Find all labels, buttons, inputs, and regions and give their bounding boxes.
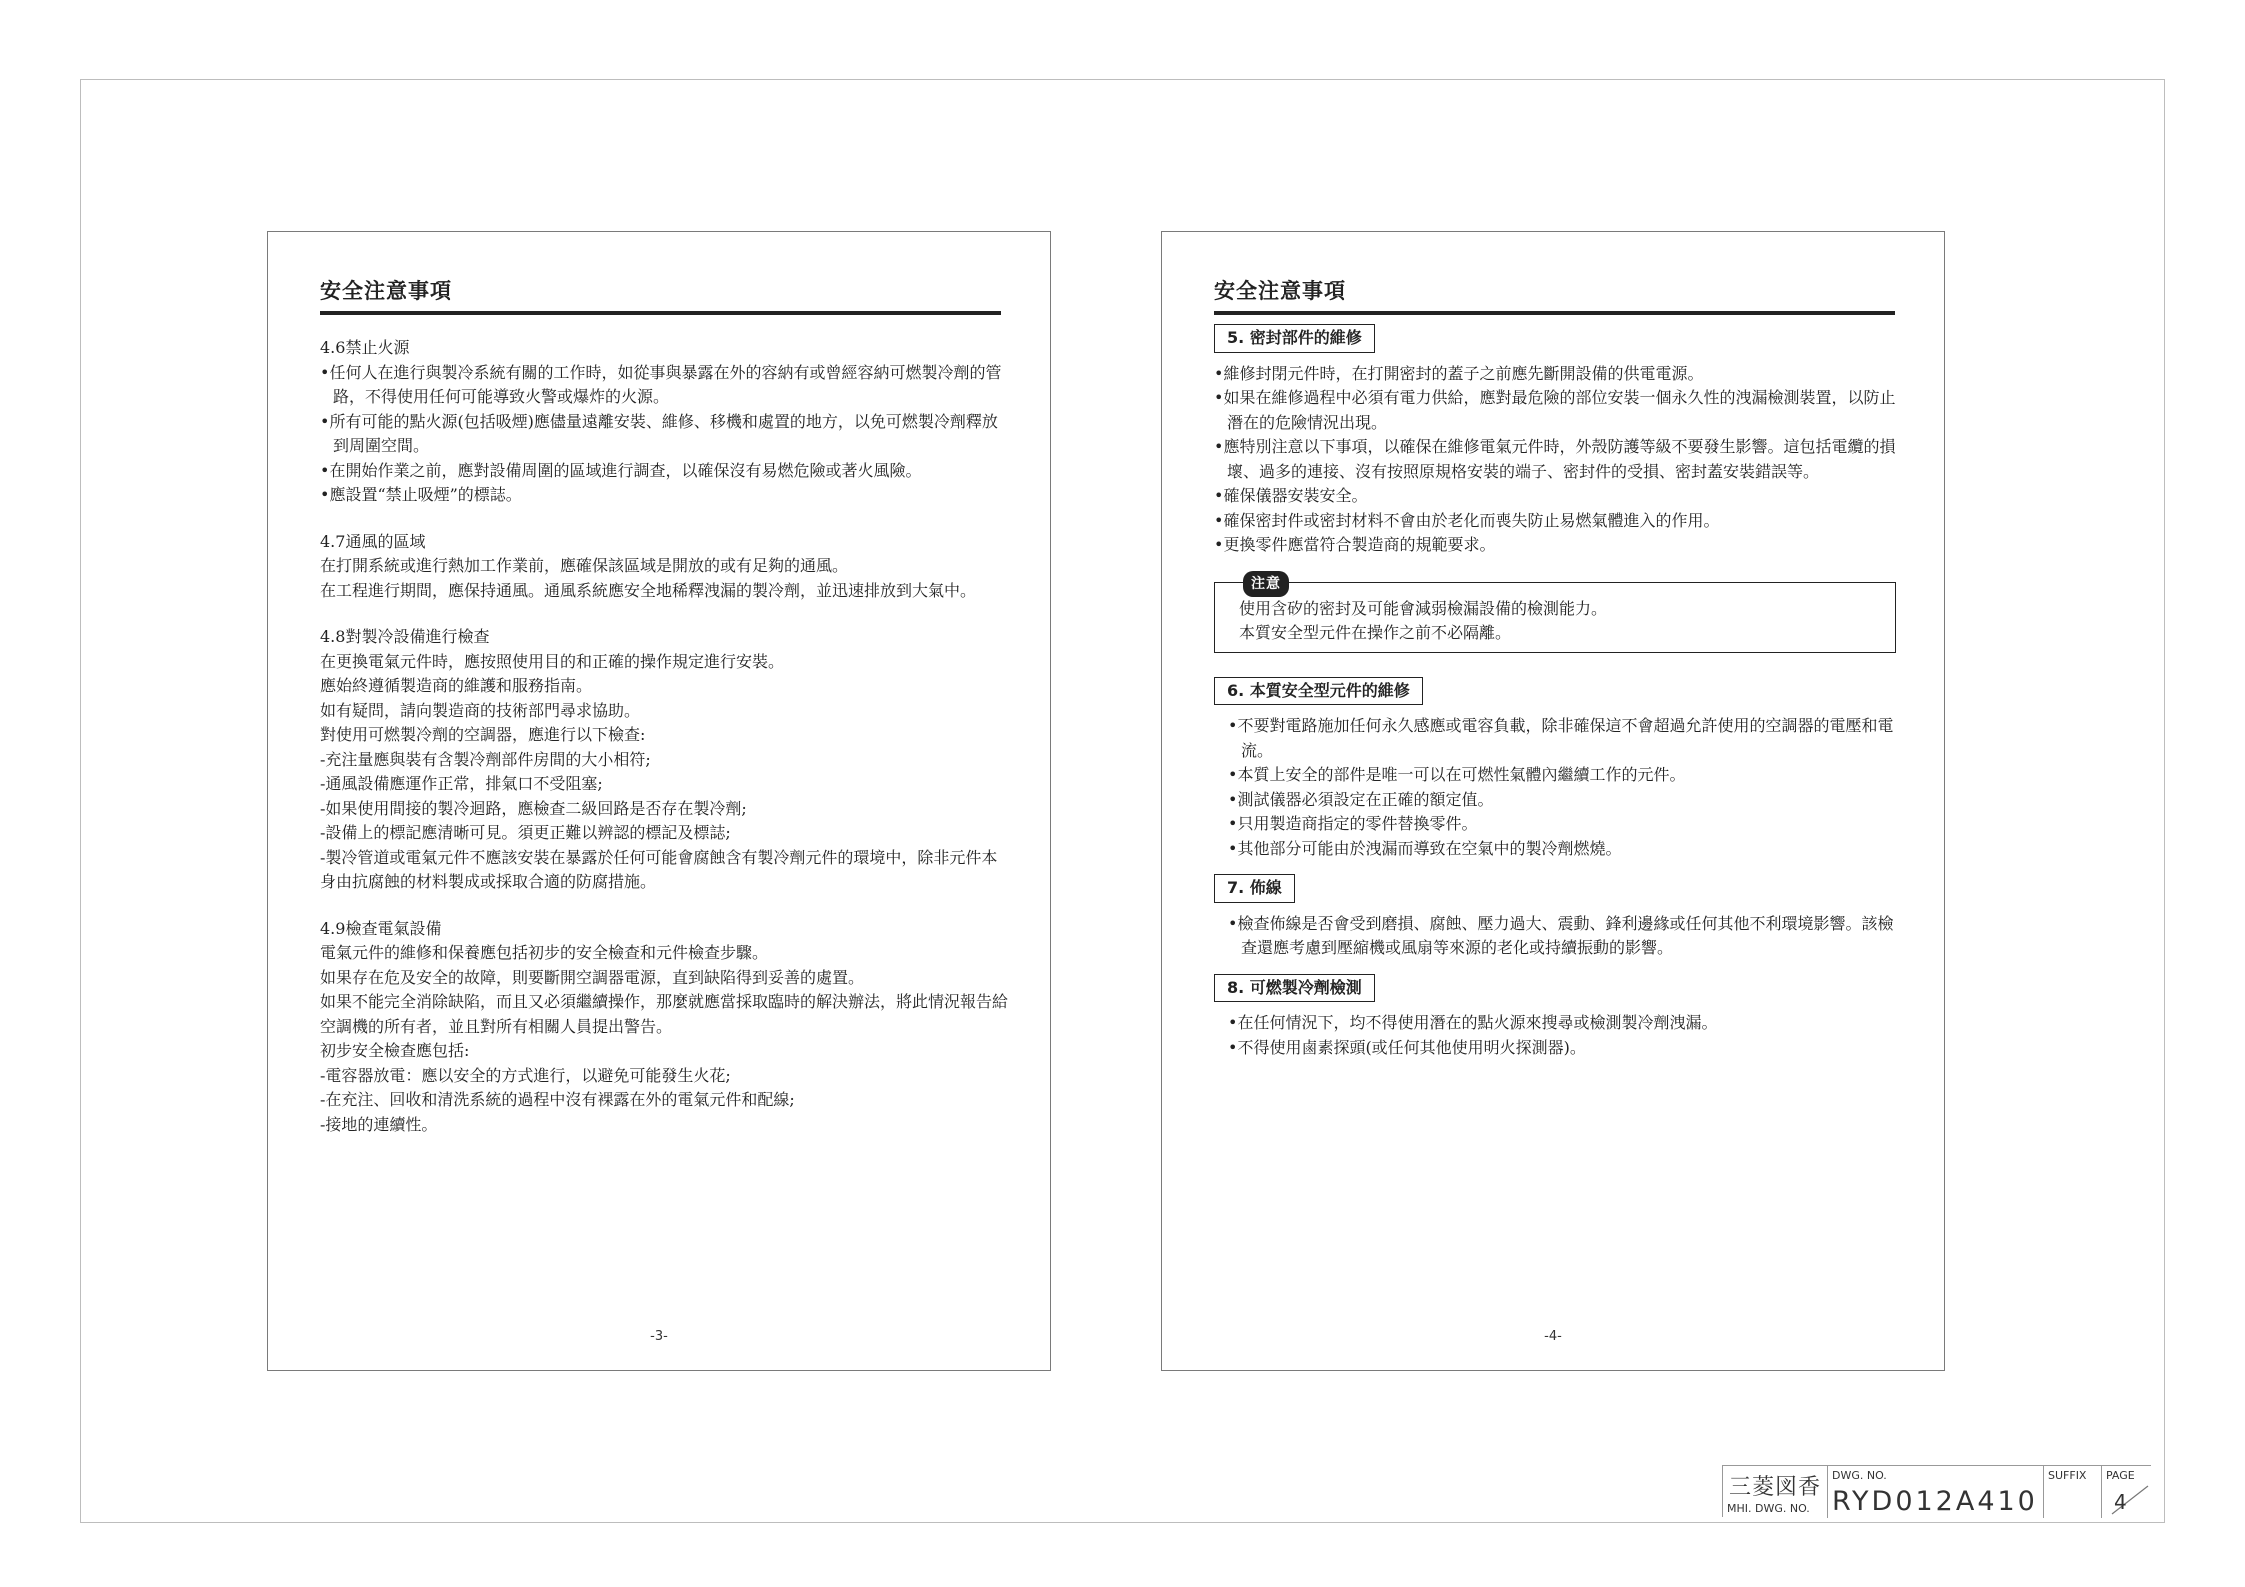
section-body	[1214, 362, 1904, 558]
bullet-item: •如果在維修過程中必須有電力供給，應對最危險的部位安裝一個永久性的洩漏檢測裝置，以防止潛在的危險情況出現。	[1214, 388, 1896, 432]
dwg-number-cell	[1828, 1466, 2044, 1518]
section-title: 4.6禁止火源	[320, 338, 410, 357]
page-number: -4-	[1544, 1329, 1562, 1344]
paragraph-line: -設備上的標記應清晰可見。須更正難以辨認的標記及標誌;	[320, 823, 731, 842]
page-cell	[2102, 1466, 2151, 1518]
section	[320, 336, 1010, 508]
paragraph-line: 如有疑問，請向製造商的技術部門尋求協助。	[320, 700, 641, 720]
bullet-item: •只用製造商指定的零件替換零件。	[1228, 814, 1478, 833]
bullet-item: •確保密封件或密封材料不會由於老化而喪失防止易燃氣體進入的作用。	[1214, 510, 1720, 530]
section-title: 6. 本質安全型元件的維修	[1214, 677, 1423, 706]
paragraph-line: -接地的連續性。	[320, 1114, 438, 1134]
paragraph-line: -電容器放電：應以安全的方式進行，以避免可能發生火花;	[320, 1065, 731, 1085]
paragraph-line: -充注量應與裝有含製冷劑部件房間的大小相符;	[320, 749, 651, 769]
bullet-item: •在任何情況下，均不得使用潛在的點火源來搜尋或檢測製冷劑洩漏。	[1228, 1013, 1718, 1032]
section-sealed-components	[1214, 324, 1904, 558]
paragraph-line: 在打開系統或進行熱加工作業前，應確保該區域是開放的或有足夠的通風。	[320, 556, 849, 575]
mhi-dwg-label: MHI. DWG. NO.	[1727, 1502, 1810, 1515]
section-title: 5. 密封部件的維修	[1214, 324, 1375, 353]
page-content	[1214, 324, 1904, 1073]
bullet-item: •更換零件應當符合製造商的規範要求。	[1214, 535, 1496, 554]
bullet-item: •不得使用鹵素探頭(或任何其他使用明火探測器)。	[1228, 1037, 1586, 1057]
paragraph-line: 如果不能完全消除缺陷，而且又必須繼續操作，那麼就應當採取臨時的解決辦法，將此情況報告給空調機的所有者，並且對所有相關人員提出警告。	[320, 992, 1009, 1036]
section-body	[1214, 912, 1904, 961]
paragraph-line: -通風設備應運作正常，排氣口不受阻塞;	[320, 774, 603, 793]
bullet-item: •檢查佈線是否會受到磨損、腐蝕、壓力過大、震動、鋒利邊緣或任何其他不利環境影響。該檢查還應考慮到壓縮機或風扇等來源的老化或持續振動的影響。	[1228, 913, 1894, 957]
page-heading: 安全注意事項	[320, 275, 1001, 315]
bullet-item: •確保儀器安裝安全。	[1214, 486, 1368, 505]
section-wiring	[1214, 874, 1904, 961]
section-title: 8. 可燃製冷劑檢測	[1214, 974, 1375, 1003]
suffix-label: SUFFIX	[2048, 1469, 2087, 1482]
suffix-cell	[2044, 1466, 2102, 1518]
paragraph-line: 對使用可燃製冷劑的空調器，應進行以下檢查:	[320, 725, 646, 744]
paragraph-line: -在充注、回收和清洗系統的過程中沒有裸露在外的電氣元件和配線;	[320, 1090, 795, 1109]
paragraph-line: 應始終遵循製造商的維護和服務指南。	[320, 676, 593, 695]
manual-page-4	[1161, 231, 1945, 1371]
bullet-item: •所有可能的點火源(包括吸煙)應儘量遠離安裝、維修、移機和處置的地方，以免可燃製冷劑釋放到周圍空間。	[320, 411, 998, 455]
bullet-item: •在開始作業之前，應對設備周圍的區域進行調查，以確保沒有易燃危險或著火風險。	[320, 460, 922, 480]
section	[320, 530, 1010, 604]
section	[320, 917, 1010, 1138]
caution-note-box	[1214, 575, 1896, 653]
bullet-item: •應設置“禁止吸煙”的標誌。	[320, 485, 522, 504]
company-cell	[1723, 1466, 1828, 1518]
page-number: -3-	[650, 1329, 668, 1344]
bullet-item: •測試儀器必須設定在正確的額定值。	[1228, 789, 1494, 809]
bullet-item: •本質上安全的部件是唯一可以在可燃性氣體內繼續工作的元件。	[1228, 765, 1686, 784]
section-body	[1214, 714, 1904, 861]
page-label: PAGE	[2106, 1469, 2135, 1482]
section-title: 4.9檢查電氣設備	[320, 918, 442, 938]
paragraph-line: -製冷管道或電氣元件不應該安裝在暴露於任何可能會腐蝕含有製冷劑元件的環境中，除非元件本身由抗腐蝕的材料製成或採取合適的防腐措施。	[320, 847, 998, 891]
drawing-title-block	[1722, 1465, 2151, 1517]
section-title: 4.7通風的區域	[320, 531, 426, 551]
section-title: 4.8對製冷設備進行檢查	[320, 627, 490, 646]
dwg-number: RYD012A410	[1832, 1486, 2038, 1517]
bullet-item: •其他部分可能由於洩漏而導致在空氣中的製冷劑燃燒。	[1228, 838, 1622, 858]
paragraph-line: 在更換電氣元件時，應按照使用目的和正確的操作規定進行安裝。	[320, 651, 785, 671]
paragraph-line: -如果使用間接的製冷迴路，應檢查二級回路是否存在製冷劑;	[320, 798, 747, 818]
note-line: 使用含矽的密封及可能會減弱檢漏設備的檢測能力。	[1239, 598, 1608, 618]
bullet-item: •應特別注意以下事項，以確保在維修電氣元件時，外殼防護等級不要發生影響。這包括電纜的損壞、過多的連接、沒有按照原規格安裝的端子、密封件的受損、密封蓋安裝錯誤等。	[1214, 437, 1896, 481]
company-name: 三菱図香	[1729, 1475, 1822, 1500]
bullet-item: •任何人在進行與製冷系統有關的工作時，如從事與暴露在外的容納有或曾經容納可燃製冷劑的管路，不得使用任何可能導致火警或爆炸的火源。	[320, 362, 1002, 406]
section-body	[1214, 1011, 1904, 1060]
section-leak-detection	[1214, 974, 1904, 1061]
section-intrinsically-safe	[1214, 677, 1904, 862]
caution-badge: 注意	[1243, 571, 1289, 598]
manual-page-3	[267, 231, 1051, 1371]
section-title: 7. 佈線	[1214, 874, 1295, 903]
page-heading: 安全注意事項	[1214, 275, 1895, 315]
dwg-label: DWG. NO.	[1832, 1469, 1887, 1482]
paragraph-line: 初步安全檢查應包括:	[320, 1041, 470, 1060]
bullet-item: •維修封閉元件時，在打開密封的蓋子之前應先斷開設備的供電電源。	[1214, 363, 1704, 383]
paragraph-line: 電氣元件的維修和保養應包括初步的安全檢查和元件檢查步驟。	[320, 943, 769, 962]
paragraph-line: 如果存在危及安全的故障，則要斷開空調器電源，直到缺陷得到妥善的處置。	[320, 967, 865, 987]
paragraph-line: 在工程進行期間，應保持通風。通風系統應安全地稀釋洩漏的製冷劑，並迅速排放到大氣中。	[320, 580, 977, 600]
page-value: 4	[2114, 1490, 2127, 1514]
note-line: 本質安全型元件在操作之前不必隔離。	[1239, 623, 1512, 642]
page-content	[320, 336, 1010, 1159]
section	[320, 625, 1010, 895]
bullet-item: •不要對電路施加任何永久感應或電容負載，除非確保這不會超過允許使用的空調器的電壓和電流。	[1228, 716, 1894, 760]
